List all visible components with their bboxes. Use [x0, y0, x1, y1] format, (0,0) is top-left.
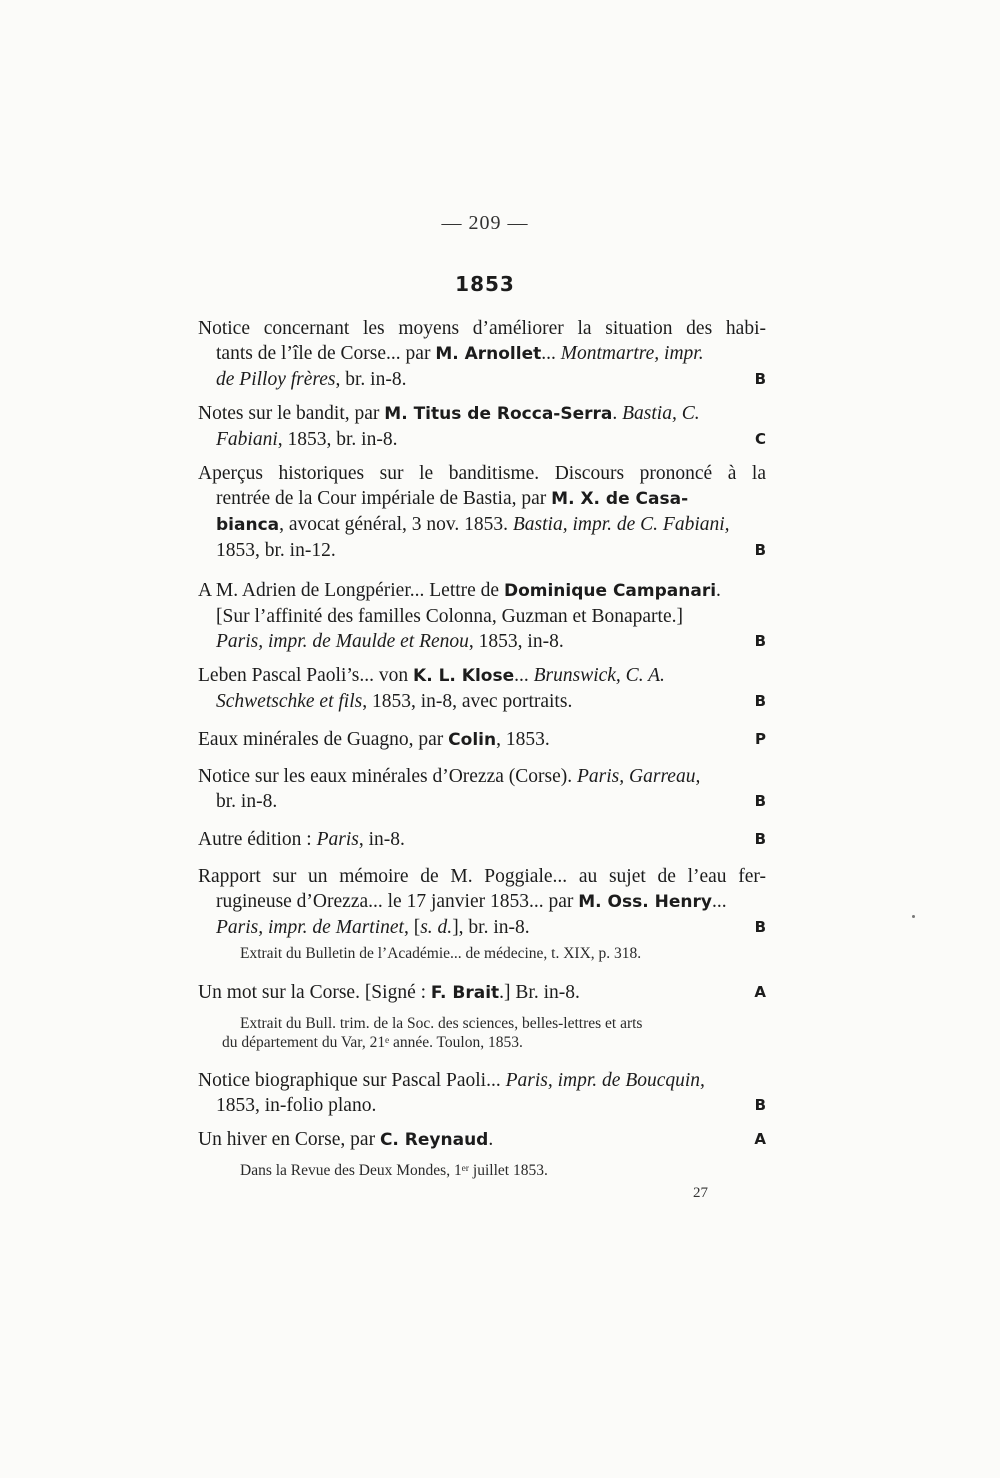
entry-line: Notice biographique sur Pascal Paoli... Paris, impr. de Boucquin, [198, 1070, 705, 1091]
entry-tag: B [754, 830, 766, 848]
entry-line: A M. Adrien de Longpérier... Lettre de Dominique Campanari. [198, 580, 721, 601]
entry-line: rugineuse d’Orezza... le 17 janvier 1853... par M. Oss. Henry... [216, 891, 727, 912]
section-year-heading: 1853 [455, 272, 515, 296]
page-number: — 209 — [441, 212, 529, 234]
entry-line: Schwetschke et fils, 1853, in-8, avec portraits. B [216, 691, 766, 712]
author-name: M. Oss. Henry [578, 892, 712, 912]
entry-line: Leben Pascal Paoli’s... von K. L. Klose... Brunswick, C. A. [198, 665, 665, 686]
entry-tag: B [754, 1096, 766, 1114]
entry-line: tants de l’île de Corse... par M. Arnollet... Montmartre, impr. [216, 343, 704, 364]
bibliography-entry [198, 864, 766, 940]
entry-line: Rapport sur un mémoire de M. Poggiale... au sujet de l’eau fer- [198, 866, 766, 887]
entry-tag: B [754, 541, 766, 559]
author-name: Colin [448, 730, 497, 750]
bibliography-entry [198, 764, 766, 814]
author-name: C. Reynaud [379, 1130, 489, 1150]
author-name: K. L. Klose [413, 666, 515, 686]
entry-tag: B [754, 918, 766, 936]
bibliography-entry [198, 401, 766, 452]
entry-line: [Sur l’affinité des familles Colonna, Guzman et Bonaparte.] [216, 606, 683, 627]
bibliography-entry [198, 1127, 766, 1153]
bibliography-entry [198, 316, 766, 392]
entry-line: Fabiani, 1853, br. in-8. C [216, 429, 766, 450]
bibliography-entry [198, 461, 766, 563]
entry-line: Aperçus historiques sur le banditisme. Discours prononcé à la [198, 463, 766, 484]
author-name: M. Arnollet [435, 344, 542, 364]
entry-line: de Pilloy frères, br. in-8. B [216, 369, 766, 390]
entry-note: du département du Var, 21ᵉ année. Toulon, 1853. [222, 1034, 523, 1051]
bibliography-entry [198, 1068, 766, 1118]
author-name: F. Brait [430, 983, 500, 1003]
bibliography-entry [198, 663, 766, 714]
entry-line: Un mot sur la Corse. [Signé : F. Brait.] Br. in-8. A [198, 982, 766, 1003]
signature-mark: 27 [693, 1185, 708, 1201]
author-name: M. Titus de Rocca-Serra [384, 404, 613, 424]
entry-tag: C [754, 430, 766, 448]
author-name: Dominique Campanari [503, 581, 717, 601]
bibliography-entry [198, 727, 766, 753]
entry-line: Paris, impr. de Maulde et Renou, 1853, in-8. B [216, 631, 766, 652]
entry-line: rentrée de la Cour impériale de Bastia, par M. X. de Casa- [216, 488, 689, 509]
entry-note: Extrait du Bull. trim. de la Soc. des sciences, belles-lettres et arts [240, 1015, 643, 1032]
entry-tag: A [754, 1130, 766, 1148]
entry-tag: B [754, 370, 766, 388]
entry-tag: P [755, 730, 766, 748]
entry-line: 1853, br. in-12. B [216, 540, 766, 561]
bibliography-entry [198, 827, 766, 852]
entry-line: Notice concernant les moyens d’améliorer la situation des habi- [198, 318, 766, 339]
entry-line: Notice sur les eaux minérales d’Orezza (Corse). Paris, Garreau, [198, 766, 701, 787]
paper-speck [912, 915, 915, 918]
bibliography-entry [198, 980, 766, 1006]
entry-tag: A [754, 983, 766, 1001]
entry-line: 1853, in-folio plano. B [216, 1095, 766, 1116]
bibliography-entry [198, 578, 766, 654]
entry-line: br. in-8. B [216, 791, 766, 812]
entry-line: Paris, impr. de Martinet, [s. d.], br. in-8. B [216, 917, 766, 938]
entry-note: Extrait du Bulletin de l’Académie... de médecine, t. XIX, p. 318. [240, 945, 642, 962]
entry-tag: B [754, 692, 766, 710]
author-name: M. X. de Casa- [551, 489, 689, 509]
entry-note: Dans la Revue des Deux Mondes, 1ᵉʳ juillet 1853. [240, 1162, 548, 1179]
entry-line: Un hiver en Corse, par C. Reynaud. A [198, 1129, 766, 1150]
entry-line: Eaux minérales de Guagno, par Colin, 1853. P [198, 729, 766, 750]
entry-line: Notes sur le bandit, par M. Titus de Rocca-Serra. Bastia, C. [198, 403, 700, 424]
entry-line: bianca, avocat général, 3 nov. 1853. Bastia, impr. de C. Fabiani, [216, 514, 730, 535]
entry-line: Autre édition : Paris, in-8. B [198, 829, 766, 850]
entry-tag: B [754, 792, 766, 810]
entry-tag: B [754, 632, 766, 650]
